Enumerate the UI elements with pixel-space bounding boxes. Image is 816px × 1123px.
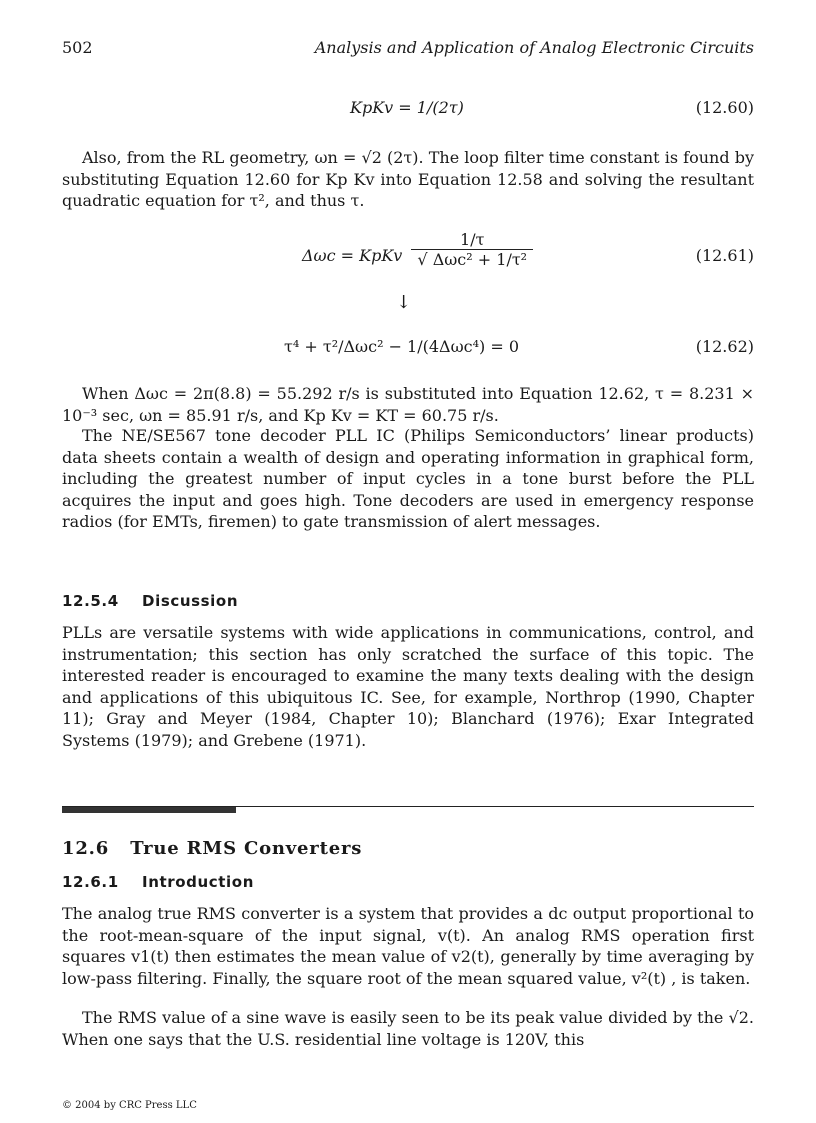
equation-lhs: Δωc = KpKv — [302, 246, 403, 265]
copyright-footer: © 2004 by CRC Press LLC — [62, 1100, 197, 1111]
section-heading-12-5-4: 12.5.4 Discussion — [62, 592, 239, 610]
equation-12-62 — [62, 337, 754, 361]
paragraph: PLLs are versatile systems with wide applications in communications, control, and instrumentation; this section has only scratched the surface of this topic. The interested reader is encouraged to examine the many texts dealing with the design and applications of this ubiquitous IC. See, for example, Northrop (1990, Chapter 11); Gray and Meyer (1984, Chapter 10); Blanchard (1976); Exar Integrated Systems (1979); and Grebene (1971). — [62, 623, 754, 750]
equation-number: (12.62) — [695, 337, 754, 356]
fraction-numerator: 1/τ — [411, 230, 533, 250]
section-heading-12-6-1: 12.6.1 Introduction — [62, 873, 254, 891]
paragraph: The RMS value of a sine wave is easily seen to be its peak value divided by the √2. When one says that the U.S. residential line voltage is 120V, this — [62, 1008, 754, 1049]
running-head: Analysis and Application of Analog Electronic Circuits — [314, 38, 754, 57]
paragraph: When Δωc = 2π(8.8) = 55.292 r/s is substituted into Equation 12.62, τ = 8.231 × 10⁻³ sec, ωn = 85.91 r/s, and Kp Kv = KT = 60.75 r/s. — [62, 384, 754, 425]
equation-number: (12.60) — [695, 98, 754, 117]
section-rule-accent — [62, 807, 236, 813]
fraction-denominator: √ Δωc² + 1/τ² — [417, 250, 528, 269]
equation-body: KpKv = 1/(2τ) — [350, 98, 464, 117]
equation-number: (12.61) — [695, 246, 754, 265]
equation-body: τ⁴ + τ²/Δωc² − 1/(4Δωc⁴) = 0 — [284, 337, 520, 356]
paragraph: The NE/SE567 tone decoder PLL IC (Philips Semiconductors’ linear products) data sheets contain a wealth of design and operating information in graphical form, including the greatest number of input cycles in a tone burst before the PLL acquires the input and goes high. Tone decoders are used in emergency response radios (for EMTs, firemen) to gate transmission of alert messages. — [62, 426, 754, 532]
equation-fraction — [411, 230, 533, 269]
page-number: 502 — [62, 38, 93, 57]
section-heading-12-6: 12.6 True RMS Converters — [62, 838, 363, 859]
equation-12-60 — [62, 98, 754, 122]
paragraph: Also, from the RL geometry, ωn = √2 (2τ). The loop filter time constant is found by substituting Equation 12.60 for Kp Kv into Equation 12.58 and solving the resultant quadratic equation for τ², and thus τ. — [62, 148, 754, 211]
equation-12-61 — [62, 232, 754, 282]
down-arrow-icon: ↓ — [396, 292, 412, 313]
paragraph: The analog true RMS converter is a system that provides a dc output proportional to the root-mean-square of the input signal, v(t). An analog RMS operation first squares v1(t) then estimates the mean value of v2(t), generally by time averaging by low-pass filtering. Finally, the square root of the mean squared value, v²(t) , is taken. — [62, 904, 754, 988]
